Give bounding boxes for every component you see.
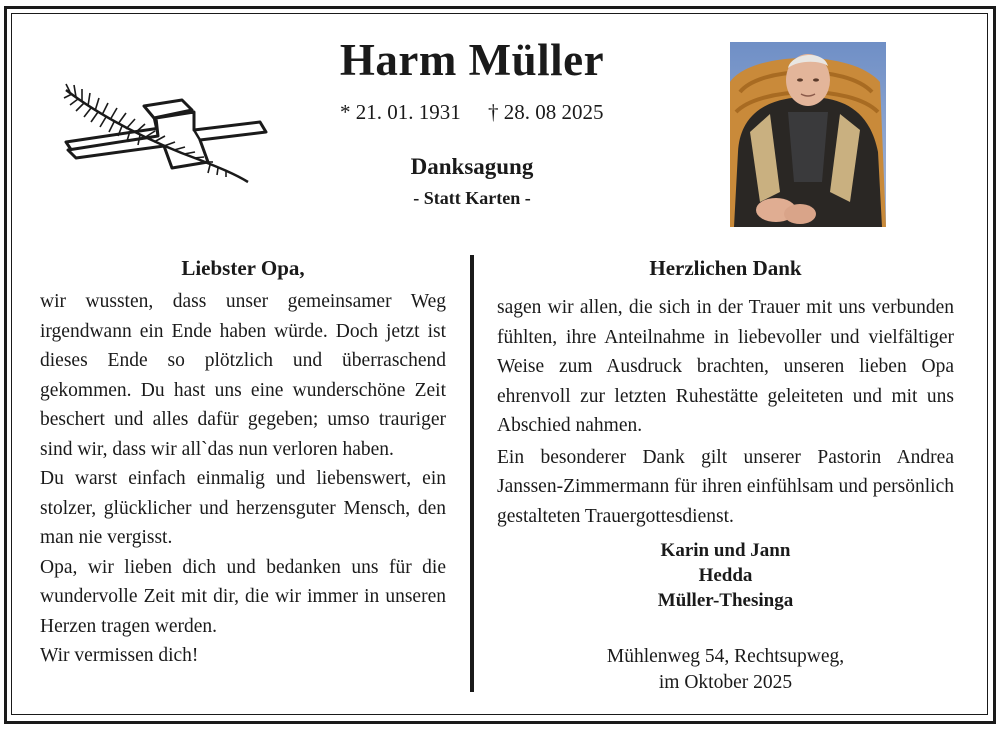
notice-subtitle: - Statt Karten -	[413, 188, 531, 208]
portrait-photo	[730, 42, 886, 227]
left-paragraph: Du warst einfach einmalig und liebenswert, ein stolzer, glücklicher und herzensguter Mensch, den man nie vergisst.	[40, 468, 446, 548]
palm-frond-and-cross-icon	[60, 82, 275, 184]
right-paragraph: Ein besonderer Dank gilt unserer Pastorin Andrea Janssen-Zimmermann für ihren einfühlsam und persönlich gestalteten Trauergottesdienst.	[497, 446, 954, 527]
address-block	[497, 644, 954, 696]
life-dates	[340, 100, 604, 125]
birth-date: * 21. 01. 1931	[340, 100, 461, 124]
signer-line: Karin und Jann	[660, 540, 791, 561]
left-paragraph: wir wussten, dass unser gemeinsamer Weg irgendwann ein Ende haben würde. Doch jetzt ist dieses Ende so plötzlich und überraschend gekommen. Du hast uns eine wunderschöne Zeit beschert und alles dafür gegeben; umso trauriger sind wir, dass wir all`das nun verloren haben.	[40, 291, 446, 460]
left-text	[40, 287, 446, 671]
left-paragraph: Opa, wir lieben dich und bedanken uns für die wundervolle Zeit mit dir, die wir immer in unseren Herzen tragen werden.	[40, 556, 446, 637]
signer-line: Müller-Thesinga	[657, 590, 794, 611]
left-heading: Liebster Opa,	[181, 256, 305, 280]
signers	[497, 538, 954, 613]
right-paragraph: sagen wir allen, die sich in der Trauer mit uns verbunden fühlten, ihre Anteilnahme in liebevoller und vielfältiger Weise zum Ausdruck brachten, unseren lieben Opa ehrenvoll zur letzten Ruhestätte geleiteten und mit uns Abschied nahmen.	[497, 297, 954, 436]
notice-title: Danksagung	[410, 154, 534, 179]
death-date: † 28. 08 2025	[488, 100, 604, 124]
left-paragraph: Wir vermissen dich!	[40, 645, 199, 666]
right-heading: Herzlichen Dank	[649, 256, 802, 280]
deceased-name: Harm Müller	[339, 35, 605, 85]
column-divider	[470, 255, 474, 692]
address: Mühlenweg 54, Rechtsupweg,	[606, 646, 845, 667]
right-text	[497, 293, 954, 531]
signer-line: Hedda	[698, 565, 753, 586]
notice-date: im Oktober 2025	[658, 672, 793, 693]
